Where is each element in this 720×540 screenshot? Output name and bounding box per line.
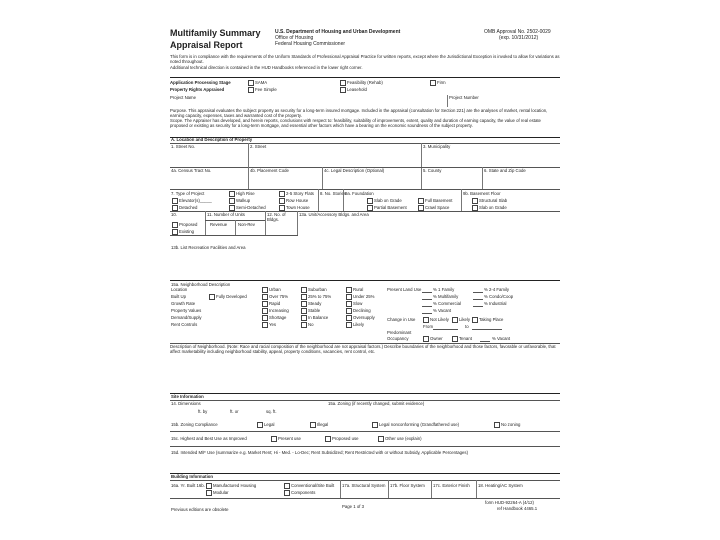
- divider: [248, 167, 249, 189]
- placement-code-label: 4b. Placement Code: [250, 168, 289, 173]
- proposed-label: Proposed: [179, 222, 198, 227]
- other-use-label: Other use (explain): [385, 436, 422, 441]
- divider: [170, 480, 560, 481]
- firm-label: Firm: [437, 80, 446, 85]
- divider: [461, 189, 462, 211]
- census-tract-label: 4a. Census Tract No.: [171, 168, 212, 173]
- divider: [170, 77, 560, 78]
- divider: [170, 189, 560, 190]
- taking-place-checkbox[interactable]: [472, 317, 478, 323]
- high-rise-label: High Rise: [236, 191, 255, 196]
- predominant-label: Predominant: [387, 330, 412, 335]
- rights-label: Property Rights Appraised: [170, 87, 225, 92]
- nb-checkbox[interactable]: [262, 315, 268, 321]
- nb-option-label: Stable: [308, 308, 321, 313]
- tenant-label: Tenant: [459, 336, 472, 341]
- divider: [318, 189, 319, 211]
- divider: [421, 143, 422, 189]
- fully-developed-label: Fully Developed: [216, 294, 247, 299]
- divider: [343, 189, 344, 211]
- fully-developed-checkbox[interactable]: [209, 294, 215, 300]
- omb-number: OMB Approval No. 2502-0029: [484, 29, 551, 35]
- nb-row-label: Demand/Supply: [171, 315, 202, 320]
- no-zoning-label: No zoning: [501, 422, 521, 427]
- detached-label: Detached: [179, 205, 198, 210]
- nb-checkbox[interactable]: [346, 294, 352, 300]
- divider: [170, 473, 560, 474]
- nb-row-label: Rent Controls: [171, 322, 198, 327]
- land-use-field[interactable]: [422, 292, 432, 293]
- land-use-label: % Vacant: [433, 308, 452, 313]
- page-number: Page 1 of 3: [342, 504, 364, 509]
- present-use-checkbox[interactable]: [271, 436, 277, 442]
- divider: [170, 446, 560, 447]
- nb-checkbox[interactable]: [301, 322, 307, 328]
- nb-option-label: Shortage: [269, 315, 287, 320]
- nonconforming-checkbox[interactable]: [372, 422, 378, 428]
- nb-option-label: In Balance: [308, 315, 329, 320]
- nb-row-label: Location: [171, 287, 188, 292]
- stories-label: 8. No. Stories: [320, 191, 347, 196]
- section-a-title: A. Location and Description of Property: [171, 137, 253, 142]
- proposed-checkbox[interactable]: [172, 222, 178, 228]
- dimensions-label: 14. Dimensions: [171, 401, 201, 406]
- divider: [170, 235, 298, 236]
- municipality-label: 3. Municipality: [423, 144, 451, 149]
- 2-5-story-label: 2-5 Story Flats: [286, 191, 314, 196]
- modular-label: Modular: [213, 490, 229, 495]
- nb-checkbox[interactable]: [346, 287, 352, 293]
- land-use-label: % Multifamily: [433, 294, 459, 299]
- to-label: to: [465, 324, 469, 329]
- nb-checkbox[interactable]: [301, 287, 307, 293]
- divider: [388, 480, 389, 498]
- accessory-bldgs-label: 13a. Unit/Accessory Bldgs. and Area: [299, 212, 369, 217]
- county-label: 5. County: [423, 168, 442, 173]
- stage-label: Application Processing Stage: [170, 80, 231, 85]
- tenant-checkbox[interactable]: [452, 336, 458, 342]
- nb-checkbox[interactable]: [346, 301, 352, 307]
- vacant-label: % Vacant: [492, 336, 511, 341]
- street-no-label: 1. Street No.: [171, 144, 196, 149]
- sama-label: SAMA: [255, 80, 268, 85]
- structural-slab-checkbox[interactable]: [472, 198, 478, 204]
- components-label: Components: [291, 490, 316, 495]
- existing-label: Existing: [179, 229, 195, 234]
- high-rise-checkbox[interactable]: [229, 191, 235, 197]
- nb-option-label: Oversupply: [353, 315, 375, 320]
- leasehold-checkbox[interactable]: [340, 87, 346, 93]
- divider: [170, 280, 560, 281]
- likely-label: Likely: [459, 317, 470, 322]
- nb-option-label: Yes: [269, 322, 277, 327]
- nb-option-label: No: [308, 322, 314, 327]
- components-checkbox[interactable]: [284, 490, 290, 496]
- from-label: From: [423, 324, 434, 329]
- structural-slab-label: Structural Slab: [479, 198, 508, 203]
- leasehold-label: Leasehold: [347, 87, 367, 92]
- agency-office: Office of Housing: [275, 35, 314, 41]
- status-label: 10.: [171, 212, 177, 217]
- nonconforming-label: Legal nonconforming (Grandfathered use): [379, 422, 460, 427]
- neighborhood-description-label: Description of Neighborhood. (Note: Race and racial composition of the neighborhood are not appraisal factors.) Describe boundaries of the neighborhood and those factors, favorable or unfavorable, that affect marketability including neighborhood stability, appeal, property conditions, vacancies, rent control, etc.: [170, 344, 556, 354]
- other-use-checkbox[interactable]: [378, 436, 384, 442]
- nb-checkbox[interactable]: [262, 322, 268, 328]
- change-in-use-label: Change in Use: [387, 317, 416, 322]
- not-likely-label: Not Likely: [430, 317, 449, 322]
- highest-best-use-label: 15c. Highest and Best Use as Improved: [171, 436, 247, 441]
- semi-detached-label: Semi-Detached: [236, 205, 266, 210]
- owner-checkbox[interactable]: [423, 336, 429, 342]
- divider: [297, 211, 298, 235]
- full-basement-label: Full Basement: [425, 198, 453, 203]
- proposed-use-label: Proposed use: [332, 436, 359, 441]
- elevator-checkbox[interactable]: [172, 198, 178, 204]
- present-land-use-label: Present Land Use: [387, 287, 422, 292]
- purpose-text: Purpose. This appraisal evaluates the subject property as security for a long-term insured mortgage. Included in the appraisal (consultation for Section 221) are the analyses of market, rental location, earning capacity, expenses, taxes and warranted cost of the property.: [170, 108, 548, 118]
- divider: [170, 498, 560, 499]
- sqft-label: sq. ft.: [266, 409, 277, 414]
- nb-option-label: Steady: [308, 301, 322, 306]
- land-use-label: % Condo/Coop: [484, 294, 514, 299]
- walkup-checkbox[interactable]: [229, 198, 235, 204]
- nb-checkbox[interactable]: [301, 301, 307, 307]
- nb-row-label: Growth Rate: [171, 301, 196, 306]
- slab-checkbox[interactable]: [367, 198, 373, 204]
- divider: [322, 167, 323, 189]
- taking-place-label: Taking Place: [479, 317, 504, 322]
- heating-ac-label: 18. Heating/AC System: [478, 483, 523, 488]
- legal-checkbox[interactable]: [257, 422, 263, 428]
- land-use-field[interactable]: [473, 306, 483, 307]
- legal-label: Legal: [264, 422, 275, 427]
- zoning-label: 15a. Zoning (if recently changed, submit evidence): [328, 401, 425, 406]
- nb-option-label: Increasing: [269, 308, 289, 313]
- divider: [170, 393, 560, 394]
- likely-checkbox[interactable]: [452, 317, 458, 323]
- not-likely-checkbox[interactable]: [423, 317, 429, 323]
- row-house-label: Row House: [286, 198, 309, 203]
- building-info-title: Building Information: [171, 474, 214, 479]
- form-title-line2: Appraisal Report: [170, 40, 243, 50]
- buildings-label: 12. No. of Bldgs.: [267, 212, 286, 222]
- ft-or-label: ft. or: [230, 409, 239, 414]
- occupancy-label: Occupancy: [387, 336, 409, 341]
- neighborhood-title: 15a. Neighborhood Description: [171, 282, 231, 287]
- zoning-compliance-label: 15b. Zoning Compliance: [171, 422, 218, 427]
- conventional-label: Conventional/Site Built: [291, 483, 335, 488]
- from-field[interactable]: [433, 329, 458, 330]
- partial-basement-label: Partial Basement: [374, 205, 407, 210]
- nb-checkbox[interactable]: [346, 315, 352, 321]
- land-use-field[interactable]: [473, 292, 483, 293]
- agency: U.S. Department of Housing and Urban Development: [275, 29, 401, 35]
- nb-checkbox[interactable]: [301, 308, 307, 314]
- no-zoning-checkbox[interactable]: [494, 422, 500, 428]
- firm-checkbox[interactable]: [430, 80, 436, 86]
- divider: [248, 143, 249, 167]
- nb-checkbox[interactable]: [262, 308, 268, 314]
- nb-checkbox[interactable]: [262, 301, 268, 307]
- land-use-field[interactable]: [473, 299, 483, 300]
- fee-simple-checkbox[interactable]: [248, 87, 254, 93]
- divider: [447, 95, 448, 107]
- agency-commissioner: Federal Housing Commissioner: [275, 41, 346, 47]
- owner-label: Owner: [430, 336, 443, 341]
- nb-option-label: Urban: [269, 287, 281, 292]
- handbook-ref: ref Handbook 4465.1: [497, 506, 538, 511]
- nb-option-label: Rural: [353, 287, 364, 292]
- omb-expiry: (exp. 10/31/2012): [499, 35, 539, 41]
- manufactured-checkbox[interactable]: [206, 483, 212, 489]
- town-house-label: Town House: [286, 205, 310, 210]
- divider: [170, 431, 560, 432]
- units-label: 11. Number of Units: [207, 212, 245, 217]
- row-house-checkbox[interactable]: [279, 198, 285, 204]
- structural-system-label: 17a. Structural System: [342, 483, 386, 488]
- crawl-space-label: Crawl Space: [425, 205, 450, 210]
- proposed-use-checkbox[interactable]: [325, 436, 331, 442]
- slab-label: Slab on Grade: [374, 198, 402, 203]
- present-use-label: Present use: [278, 436, 301, 441]
- land-use-label: % Commercial: [433, 301, 461, 306]
- 2-5-story-checkbox[interactable]: [279, 191, 285, 197]
- project-type-label: 7. Type of Project: [171, 191, 205, 196]
- illegal-label: Illegal: [317, 422, 329, 427]
- modular-checkbox[interactable]: [206, 490, 212, 496]
- nb-checkbox[interactable]: [301, 294, 307, 300]
- nb-row-label: Property Values: [171, 308, 202, 313]
- recreation-label: 13b. List Recreation Facilities and Area: [171, 245, 246, 250]
- divider: [235, 220, 236, 235]
- intended-use-label: 15d. Intended M/F Use (summarize e.g. Market Rent; Hi - Med. - Lo-Dec; Rent Subsidized; Rent Restricted with or without Subsidy, Applicable Percentages): [171, 450, 469, 455]
- nb-option-label: Rapid: [269, 301, 281, 306]
- nb-option-label: Slow: [353, 301, 363, 306]
- state-zip-label: 6. State and Zip Code: [484, 168, 526, 173]
- floor-system-label: 17b. Floor System: [390, 483, 425, 488]
- divider: [205, 211, 206, 235]
- nb-option-label: Over 75%: [269, 294, 289, 299]
- manufactured-label: Manufactured Housing: [213, 483, 257, 488]
- form-title-line1: Multifamily Summary: [170, 28, 261, 38]
- divider: [170, 143, 560, 144]
- foundation-label: 9a. Foundation: [345, 191, 374, 196]
- divider: [340, 480, 341, 498]
- land-use-label: % 2-4 Family: [484, 287, 510, 292]
- vacant-field[interactable]: [480, 341, 490, 342]
- footer-obsolete-note: Previous editions are obsolete: [171, 507, 229, 512]
- land-use-field[interactable]: [422, 299, 432, 300]
- land-use-label: % Industrial: [484, 301, 507, 306]
- scope-text: Scope. The Appraiser has developed, and herein reports, conclusions with respect to: feasibility, suitability of improvements, extent, quality and duration of earning capacity, the value of real estate proposed or existing as security for a long-term mortgage, and essential other factors which have a bearing on the economic soundness of the subject property.: [170, 118, 541, 128]
- land-use-field[interactable]: [422, 306, 432, 307]
- fee-simple-label: Fee Simple: [255, 87, 277, 92]
- nb-option-label: Declining: [353, 308, 371, 313]
- feasibility-label: Feasibility (Rehab): [347, 80, 383, 85]
- sama-checkbox[interactable]: [248, 80, 254, 86]
- illegal-checkbox[interactable]: [310, 422, 316, 428]
- elevator-label: Elevator(s)_____: [179, 198, 212, 203]
- nb-row-label: Built Up: [171, 294, 187, 299]
- land-use-field[interactable]: [422, 313, 432, 314]
- revenue-label: Revenue: [210, 222, 228, 227]
- legal-description-label: 4c. Legal Description (Optional): [324, 168, 385, 173]
- conventional-checkbox[interactable]: [284, 483, 290, 489]
- feasibility-checkbox[interactable]: [340, 80, 346, 86]
- project-number-label: Project Number: [449, 95, 479, 100]
- street-label: 2. Street: [250, 144, 267, 149]
- to-field[interactable]: [472, 329, 502, 330]
- nb-checkbox[interactable]: [346, 308, 352, 314]
- basement-floor-label: 9b. Basement Floor: [463, 191, 501, 196]
- divider: [482, 167, 483, 189]
- nb-checkbox[interactable]: [262, 294, 268, 300]
- nb-option-label: Likely: [353, 322, 364, 327]
- nb-option-label: Under 25%: [353, 294, 375, 299]
- site-info-title: Site Information: [171, 394, 204, 399]
- nb-checkbox[interactable]: [346, 322, 352, 328]
- divider: [431, 480, 432, 498]
- divider: [265, 211, 266, 235]
- form-number: form HUD-92264-A (4/12): [485, 500, 534, 505]
- project-name-label: Project Name: [170, 95, 197, 100]
- exterior-finish-label: 17c. Exterior Finish: [433, 483, 470, 488]
- nb-checkbox[interactable]: [262, 287, 268, 293]
- nb-checkbox[interactable]: [301, 315, 307, 321]
- intro-text-2: Additional technical direction is contained in the HUD Handbooks referenced in the lower right corner.: [170, 65, 363, 70]
- nb-option-label: 25% to 75%: [308, 294, 332, 299]
- walkup-label: Walkup: [236, 198, 251, 203]
- ft-by-label: ft. by: [198, 409, 208, 414]
- intro-text: This form is in compliance with the requirements of the Uniform Standards of Professional Appraisal Practice for written reports, except where the Jurisdictional Exception is invoked to allow for variations as noted throughout.: [170, 54, 560, 64]
- divider: [476, 480, 477, 498]
- slab-grade-label: Slab on Grade: [479, 205, 507, 210]
- land-use-label: % 1 Family: [433, 287, 455, 292]
- nb-option-label: Suburban: [308, 287, 327, 292]
- non-revenue-label: Non-Rev: [238, 222, 255, 227]
- full-basement-checkbox[interactable]: [418, 198, 424, 204]
- year-built-label: 16a. Yr. Built 16b.: [171, 483, 205, 488]
